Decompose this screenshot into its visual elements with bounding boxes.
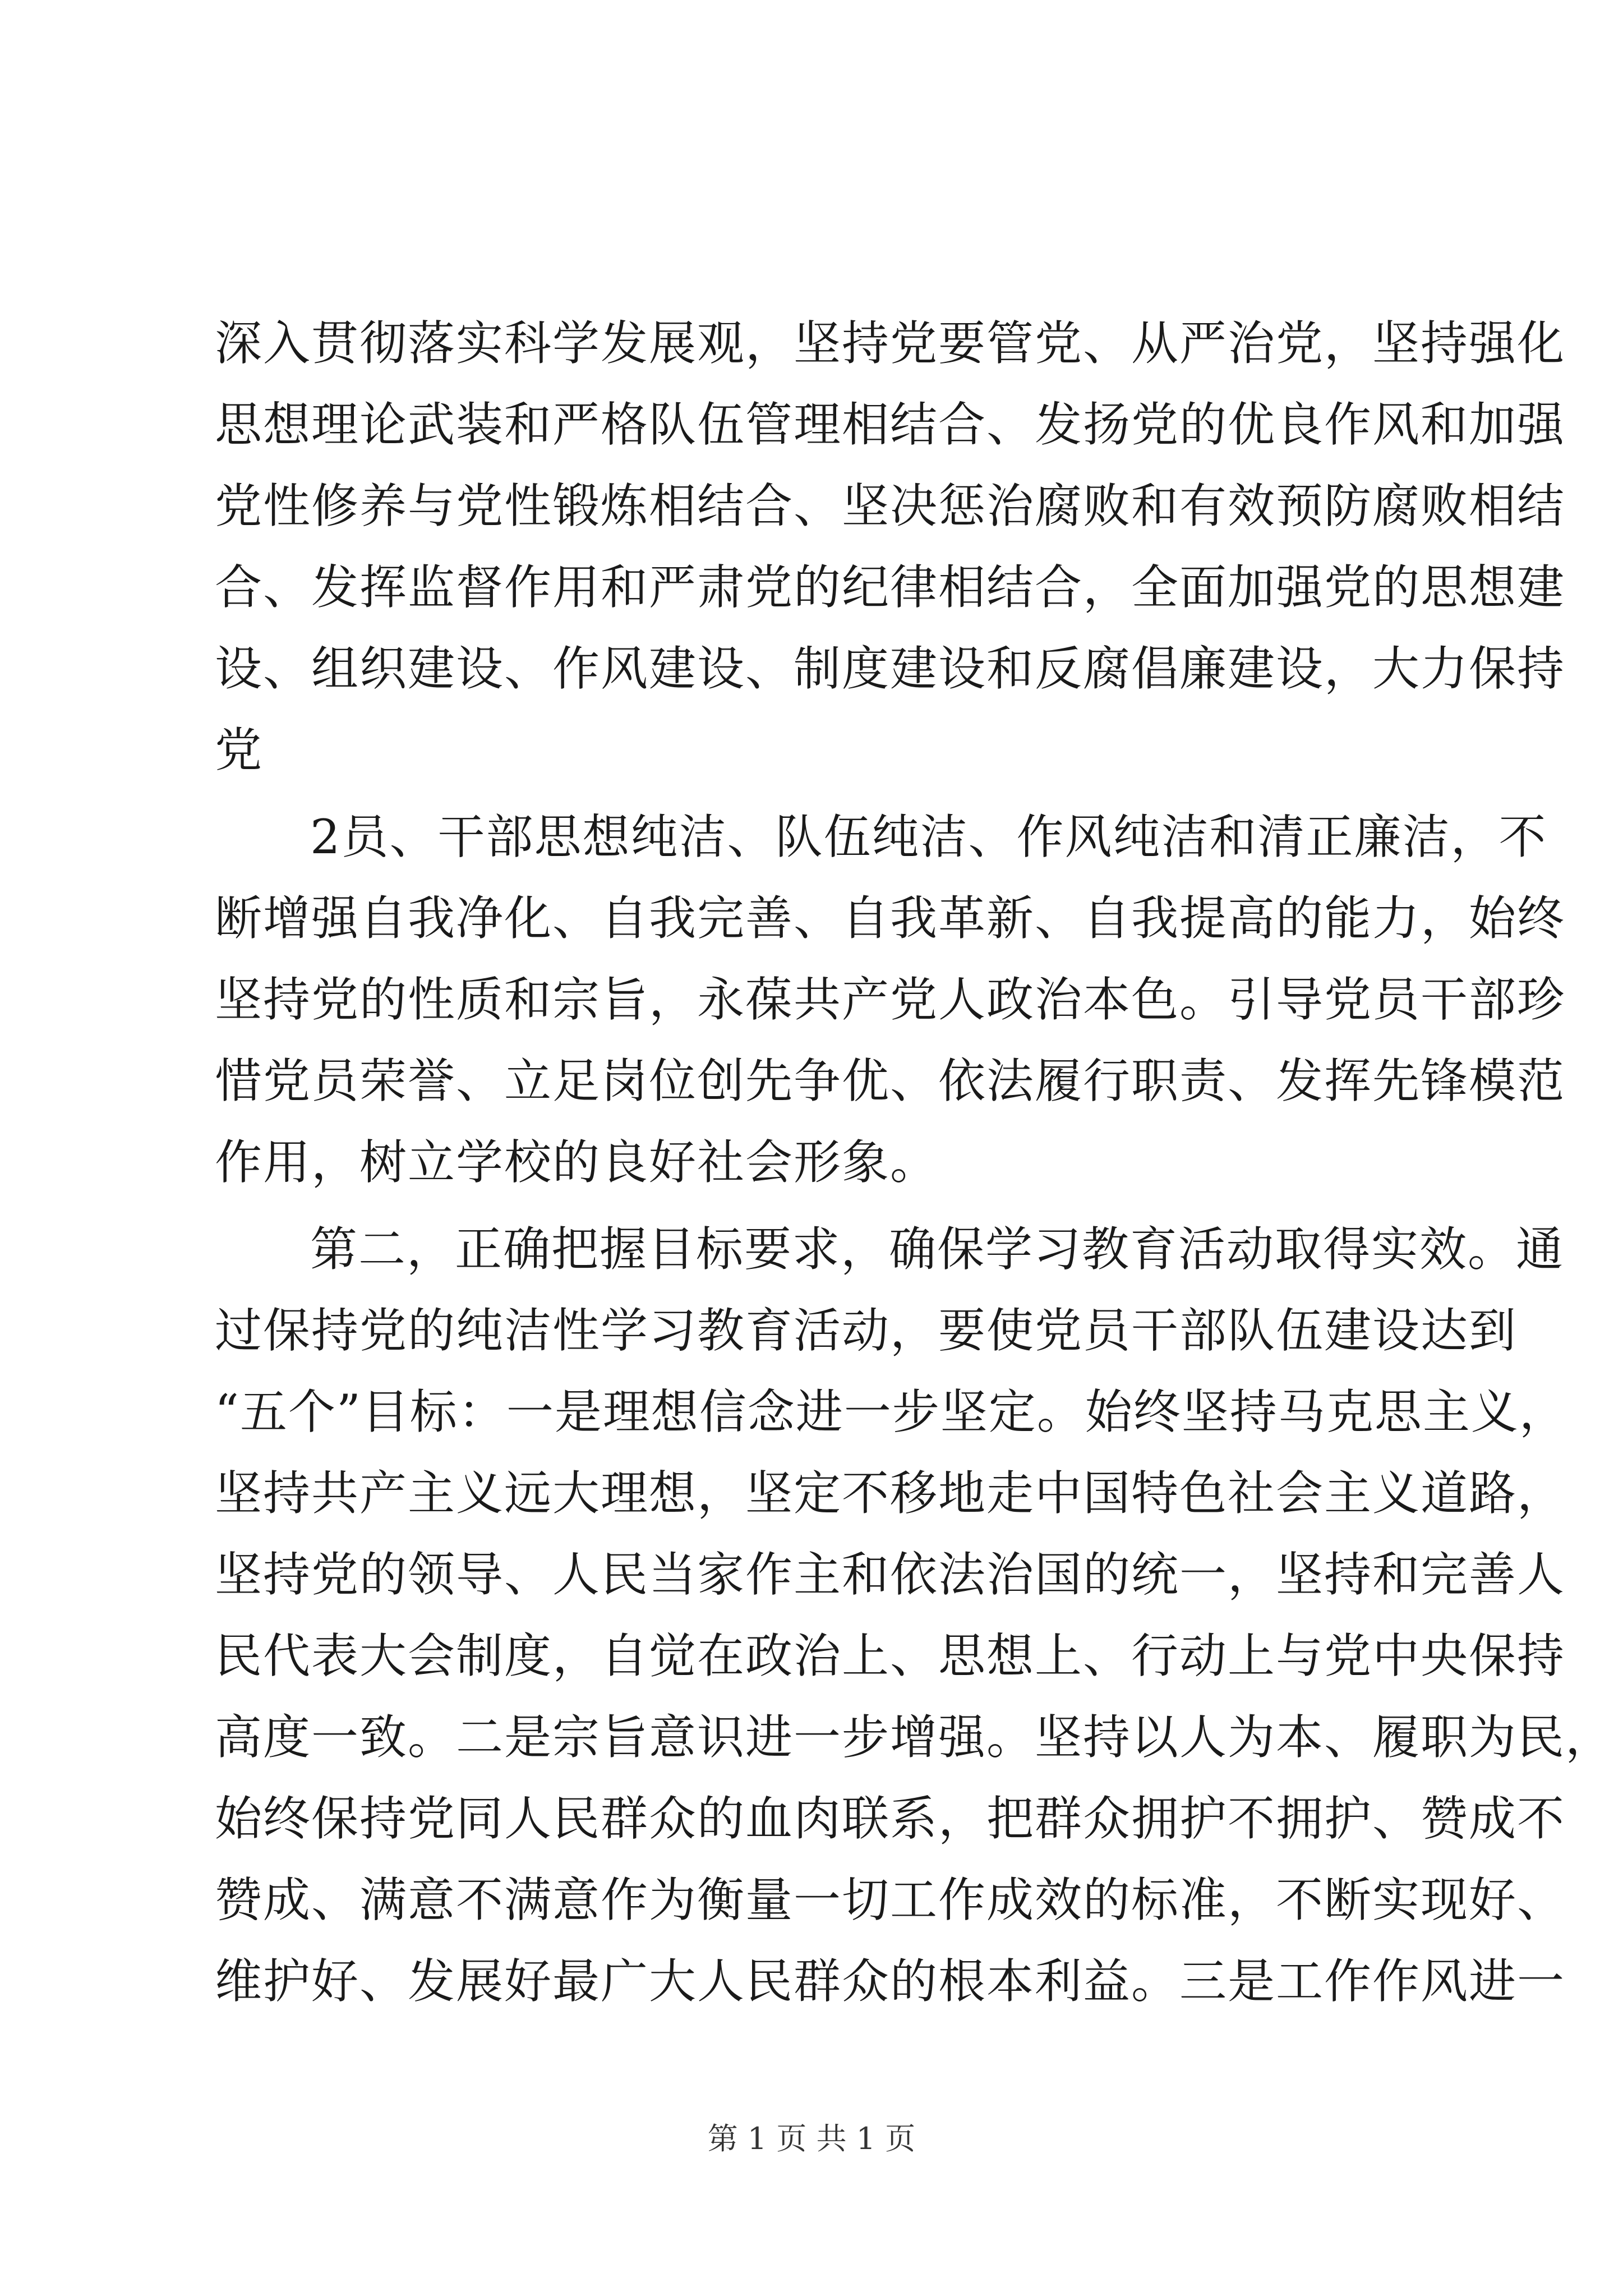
text-line: 坚持共产主义远大理想，坚定不移地走中国特色社会主义道路，: [215, 1466, 1566, 1521]
text-line: 2员、干部思想纯洁、队伍纯洁、作风纯洁和清正廉洁，不: [310, 809, 1547, 864]
text-line: 思想理论武装和严格队伍管理相结合、发扬党的优良作风和加强: [215, 397, 1566, 452]
text-line: 作用，树立学校的良好社会形象。: [215, 1135, 939, 1190]
text-line: 民代表大会制度，自觉在政治上、思想上、行动上与党中央保持: [215, 1628, 1566, 1683]
text-line: 断增强自我净化、自我完善、自我革新、自我提高的能力，始终: [215, 891, 1566, 946]
text-line: 赞成、满意不满意作为衡量一切工作成效的标准，不断实现好、: [215, 1872, 1566, 1927]
text-line: 党性修养与党性锻炼相结合、坚决惩治腐败和有效预防腐败相结: [215, 478, 1566, 533]
paragraph-gap: [215, 791, 1431, 797]
text-line: 设、组织建设、作风建设、制度建设和反腐倡廉建设，大力保持: [215, 641, 1566, 696]
paragraph: [215, 303, 1566, 791]
text-line: 合、发挥监督作用和严肃党的纪律相结合，全面加强党的思想建: [215, 560, 1566, 615]
text-line: 过保持党的纯洁性学习教育活动，要使党员干部队伍建设达到: [215, 1303, 1518, 1358]
paragraph: [215, 797, 1566, 1203]
page-number-label: 第 1 页 共 1 页: [707, 2121, 916, 2156]
text-line: 维护好、发展好最广大人民群众的根本利益。三是工作作风进一: [215, 1954, 1566, 2009]
text-line: “五个”目标：一是理想信念进一步坚定。始终坚持马克思主义，: [215, 1384, 1567, 1439]
text-line: 坚持党的性质和宗旨，永葆共产党人政治本色。引导党员干部珍: [215, 972, 1566, 1027]
paragraph-gap: [215, 1203, 1431, 1209]
text-line: 党: [215, 723, 264, 777]
text-line: 深入贯彻落实科学发展观，坚持党要管党、从严治党，坚持强化: [215, 316, 1566, 371]
text-line: 始终保持党同人民群众的血肉联系，把群众拥护不拥护、赞成不: [215, 1791, 1566, 1846]
page-footer: [0, 2115, 1623, 2158]
document-body: [215, 303, 1614, 2022]
text-line: 第二，正确把握目标要求，确保学习教育活动取得实效。通: [310, 1222, 1565, 1277]
text-line: 高度一致。二是宗旨意识进一步增强。坚持以人为本、履职为民，: [215, 1710, 1614, 1765]
text-line: 坚持党的领导、人民当家作主和依法治国的统一，坚持和完善人: [215, 1547, 1566, 1602]
text-line: 惜党员荣誉、立足岗位创先争优、依法履行职责、发挥先锋模范: [215, 1053, 1566, 1108]
paragraph: [215, 1209, 1614, 2022]
